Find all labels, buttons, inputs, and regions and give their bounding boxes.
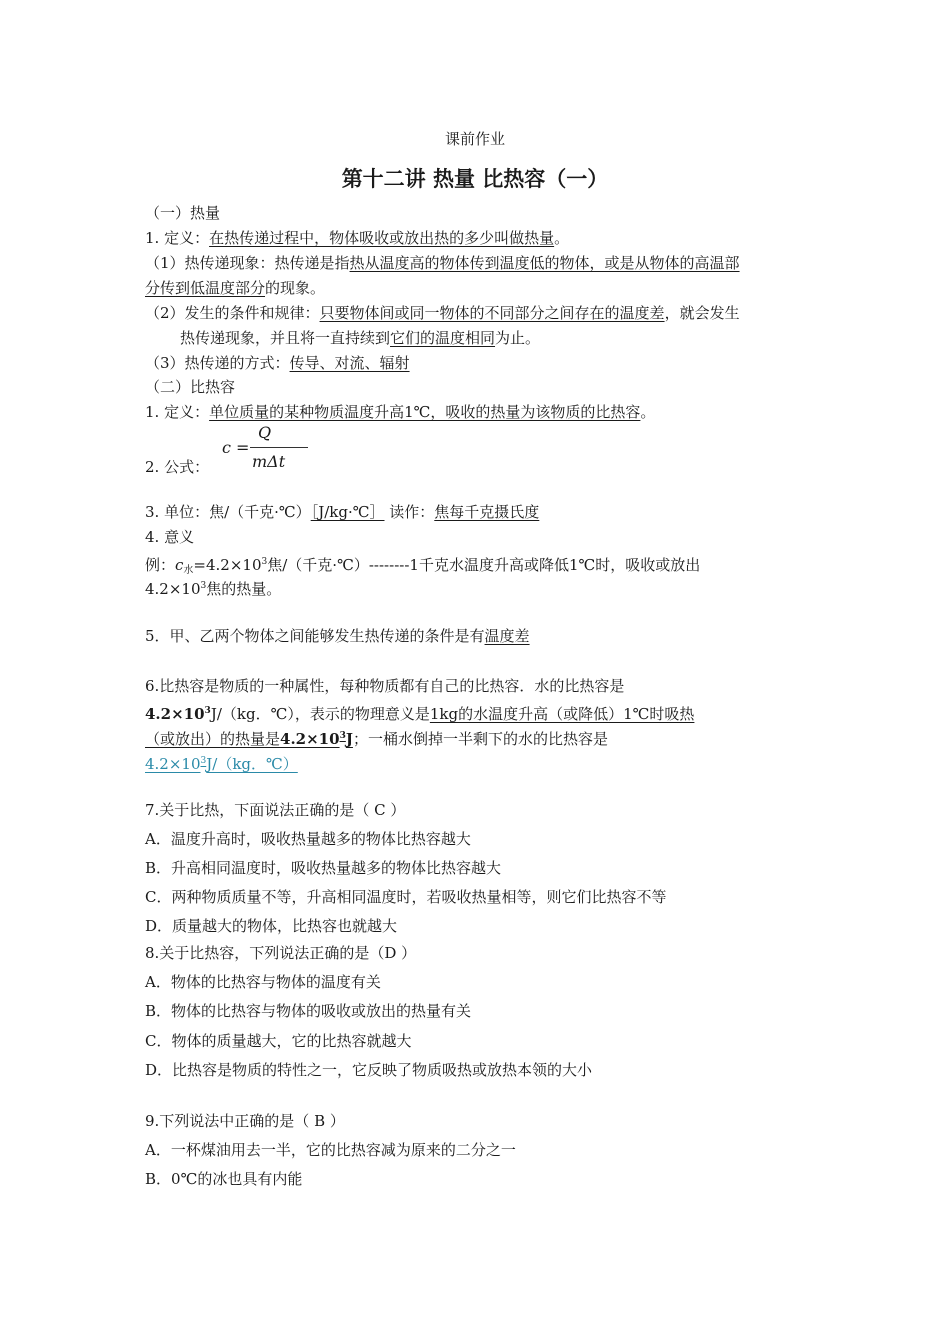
- heat-transfer-phenomenon-cont: 分传到低温度部分的现象。: [145, 279, 326, 297]
- heat-transfer-methods: （3）热传递的方式：传导、对流、辐射: [145, 354, 410, 372]
- question-7-option-b: B．升高相同温度时，吸收热量越多的物体比热容越大: [145, 859, 502, 877]
- section-heading-specific-heat: （二）比热容: [145, 378, 236, 396]
- heat-transfer-condition: （2）发生的条件和规律：只要物体间或同一物体的不同部分之间存在的温度差，就会发生: [145, 304, 740, 322]
- question-7-option-a: A．温度升高时，吸收热量越多的物体比热容越大: [145, 830, 471, 848]
- section-heading-heat: （一）热量: [145, 204, 221, 222]
- question-8-option-c: C．物体的质量越大，它的比热容就越大: [145, 1032, 412, 1050]
- specific-heat-unit: 3. 单位：焦/（千克·℃）［J/kg·℃］ 读作：焦每千克摄氏度: [145, 503, 540, 521]
- specific-heat-meaning: 4. 意义: [145, 528, 195, 546]
- question-7-option-c: C．两种物质质量不等，升高相同温度时，若吸收热量相等，则它们比热容不等: [145, 888, 667, 906]
- question-9-option-b: B．0℃的冰也具有内能: [145, 1170, 303, 1188]
- question-6-line-3: （或放出）的热量是$4.2\times 10^3J$；一桶水倒掉一半剩下的水的比热容是: [145, 730, 608, 748]
- question-8-option-b: B．物体的比热容与物体的吸收或放出的热量有关: [145, 1002, 472, 1020]
- question-8-option-d: D．比热容是物质的特性之一，它反映了物质吸热或放热本领的大小: [145, 1061, 593, 1079]
- water-specific-heat-example-cont: $4.2\times 10^3$焦的热量。: [145, 580, 282, 598]
- heat-definition: 1. 定义：在热传递过程中，物体吸收或放出热的多少叫做热量。: [145, 229, 570, 247]
- heat-transfer-phenomenon: （1）热传递现象：热传递是指热从温度高的物体传到温度低的物体，或是从物体的高温部: [145, 254, 740, 272]
- heat-transfer-condition-cont: 热传递现象，并且将一直持续到它们的温度相同为止。: [180, 329, 541, 347]
- question-8: 8.关于比热容，下列说法正确的是（D ）: [145, 944, 417, 962]
- question-5: 5．甲、乙两个物体之间能够发生热传递的条件是有温度差: [145, 627, 530, 645]
- page-subtitle: 课前作业: [444, 130, 505, 148]
- specific-heat-formula: c = Q mΔt: [222, 423, 302, 473]
- water-specific-heat-example: 例：$c_水=4.2\times 10^3$焦/（千克·℃）--------1千克水温度升高或降低1℃时，吸收或放出: [145, 556, 701, 576]
- question-8-option-a: A．物体的比热容与物体的温度有关: [145, 973, 381, 991]
- specific-heat-definition: 1. 定义：单位质量的某种物质温度升高1℃，吸收的热量为该物质的比热容。: [145, 403, 656, 421]
- question-7: 7.关于比热，下面说法正确的是（ C ）: [145, 801, 406, 819]
- question-6: 6.比热容是物质的一种属性，每种物质都有自己的比热容．水的比热容是: [145, 677, 625, 695]
- question-9: 9.下列说法中正确的是（ B ）: [145, 1112, 345, 1130]
- page-title: 第十二讲 热量 比热容（一）: [341, 166, 609, 191]
- question-9-option-a: A．一杯煤油用去一半，它的比热容减为原来的二分之一: [145, 1141, 516, 1159]
- formula-label: 2. 公式：: [145, 458, 210, 476]
- question-6-answer: $4.2\times 10^3J/(kg$．℃）: [145, 755, 298, 773]
- question-6-line-2: $4.2\times 10^3J/(kg$．℃），表示的物理意义是1kg的水温度升高（或降低）1℃时吸热: [145, 705, 695, 723]
- question-7-option-d: D．质量越大的物体，比热容也就越大: [145, 917, 398, 935]
